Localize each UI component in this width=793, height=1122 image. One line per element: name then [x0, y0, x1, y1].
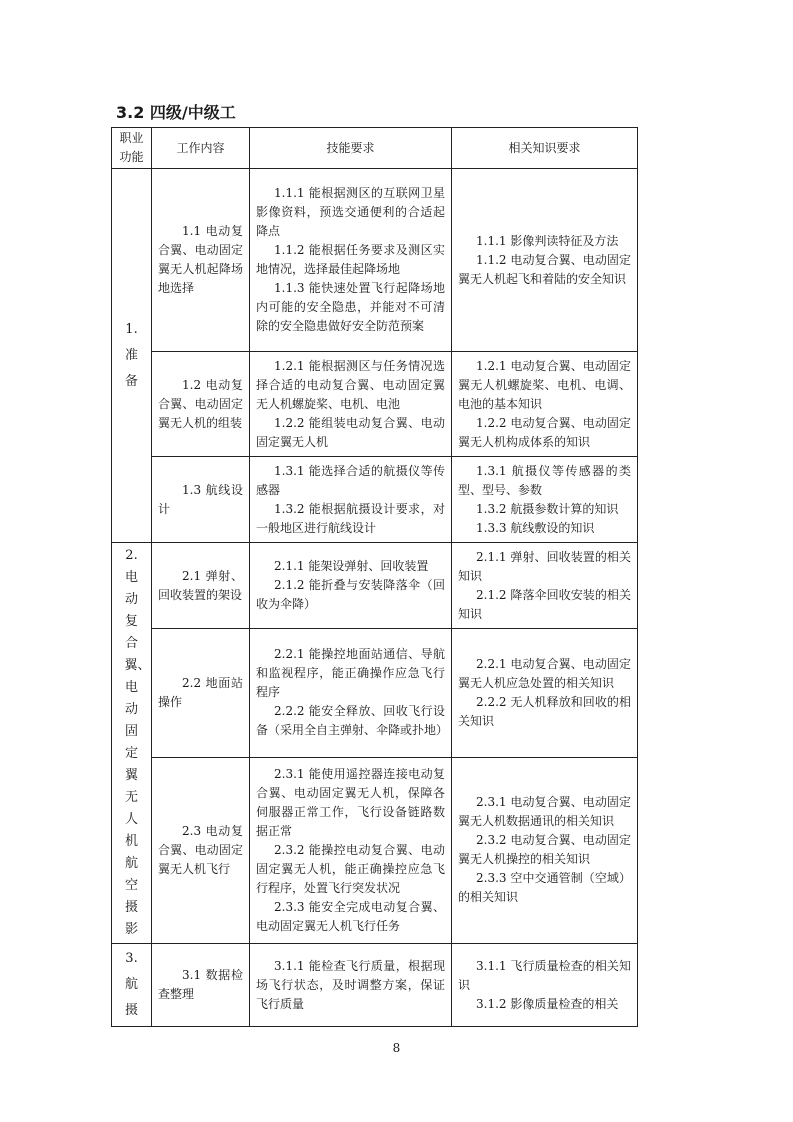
knowledge-item: 1.3.2 航摄参数计算的知识	[476, 501, 619, 516]
skill-item: 1.1.1 能根据测区的互联网卫星影像资料，预选交通便利的合适起降点	[256, 186, 445, 238]
header-skill-requirements: 技能要求	[250, 128, 452, 169]
function-cell	[112, 543, 152, 944]
knowledge-cell	[452, 169, 638, 352]
work-content-cell: 1.2 电动复合翼、电动固定翼无人机的组装	[152, 352, 250, 457]
knowledge-item: 2.2.1 电动复合翼、电动固定翼无人机应急处置的相关知识	[458, 656, 631, 690]
knowledge-item: 1.1.2 电动复合翼、电动固定翼无人机起飞和着陆的安全知识	[458, 252, 631, 286]
skills-table	[111, 127, 638, 1027]
function-label: 3.航摄	[124, 951, 138, 1018]
section-heading: 3.2 四级/中级工	[116, 103, 236, 122]
skill-item: 1.3.1 能选择合适的航摄仪等传感器	[256, 463, 445, 497]
skill-cell	[250, 543, 452, 629]
knowledge-item: 3.1.2 影像质量检查的相关	[476, 996, 619, 1011]
skill-item: 1.3.2 能根据航摄设计要求，对一般地区进行航线设计	[256, 501, 445, 535]
work-content-cell: 2.3 电动复合翼、电动固定翼无人机飞行	[152, 757, 250, 943]
work-content-cell: 2.2 地面站操作	[152, 629, 250, 757]
skill-item: 2.1.2 能折叠与安装降落伞（回收为伞降）	[256, 578, 445, 612]
table-row	[112, 352, 638, 457]
knowledge-item: 2.3.1 电动复合翼、电动固定翼无人机数据通讯的相关知识	[458, 795, 631, 829]
skill-cell	[250, 757, 452, 943]
knowledge-cell	[452, 543, 638, 629]
skill-cell	[250, 457, 452, 543]
work-content-cell: 3.1 数据检查整理	[152, 944, 250, 1027]
skill-item: 1.1.3 能快速处置飞行起降场地内可能的安全隐患，并能对不可清除的安全隐患做好安全防范预案	[256, 281, 445, 333]
skill-item: 2.3.3 能安全完成电动复合翼、电动固定翼无人机飞行任务	[256, 899, 445, 933]
header-knowledge-requirements: 相关知识要求	[452, 128, 638, 169]
skill-item: 3.1.1 能检查飞行质量，根据现场飞行状态，及时调整方案，保证飞行质量	[256, 958, 445, 1011]
header-function: 职业功能	[112, 128, 152, 169]
knowledge-cell	[452, 352, 638, 457]
knowledge-item: 1.2.2 电动复合翼、电动固定翼无人机构成体系的知识	[458, 415, 631, 449]
knowledge-cell	[452, 457, 638, 543]
knowledge-cell	[452, 629, 638, 757]
skill-cell	[250, 944, 452, 1027]
skill-cell	[250, 169, 452, 352]
page-number: 8	[392, 1041, 401, 1055]
skill-item: 2.2.1 能操控地面站通信、导航和监视程序，能正确操作应急飞行程序	[256, 647, 445, 700]
skill-item: 2.1.1 能架设弹射、回收装置	[274, 559, 429, 574]
work-content-cell: 2.1 弹射、回收装置的架设	[152, 543, 250, 629]
knowledge-item: 2.3.2 电动复合翼、电动固定翼无人机操控的相关知识	[458, 833, 631, 867]
table-row	[112, 169, 638, 352]
knowledge-item: 3.1.1 飞行质量检查的相关知识	[458, 958, 631, 992]
table-row	[112, 944, 638, 1027]
skill-item: 2.3.1 能使用遥控器连接电动复合翼、电动固定翼无人机，保障各伺服器正常工作，飞行设备链路数据正常	[256, 766, 445, 838]
knowledge-item: 2.1.1 弹射、回收装置的相关知识	[458, 549, 631, 583]
knowledge-cell	[452, 944, 638, 1027]
knowledge-item: 1.3.3 航线敷设的知识	[476, 520, 595, 535]
table-row	[112, 629, 638, 757]
knowledge-item: 2.3.3 空中交通管制（空域）的相关知识	[458, 871, 631, 905]
function-label: 1.准备	[124, 321, 138, 389]
knowledge-item: 2.1.2 降落伞回收安装的相关知识	[458, 587, 631, 621]
function-label: 2.电动复合翼、电动固定翼无人机航空摄影	[124, 548, 151, 937]
skill-item: 1.2.1 能根据测区与任务情况选择合适的电动复合翼、电动固定翼无人机螺旋桨、电机、电池	[256, 358, 445, 411]
knowledge-item: 2.2.2 无人机释放和回收的相关知识	[458, 694, 631, 728]
skill-cell	[250, 629, 452, 757]
table-row	[112, 457, 638, 543]
work-content-cell: 1.1 电动复合翼、电动固定翼无人机起降场地选择	[152, 169, 250, 352]
skill-item: 1.2.2 能组装电动复合翼、电动固定翼无人机	[256, 415, 445, 449]
knowledge-item: 1.3.1 航摄仪等传感器的类型、型号、参数	[458, 463, 631, 497]
skill-item: 1.1.2 能根据任务要求及测区实地情况，选择最佳起降场地	[256, 243, 445, 276]
knowledge-cell	[452, 757, 638, 943]
table-row	[112, 757, 638, 943]
skill-item: 2.3.2 能操控电动复合翼、电动固定翼无人机，能正确操控应急飞行程序，处置飞行突发状况	[256, 842, 445, 895]
function-cell	[112, 944, 152, 1027]
skill-cell	[250, 352, 452, 457]
skill-item: 2.2.2 能安全释放、回收飞行设备（采用全自主弹射、伞降或扑地）	[256, 704, 449, 738]
knowledge-item: 1.2.1 电动复合翼、电动固定翼无人机螺旋桨、电机、电调、电池的基本知识	[458, 358, 631, 411]
table-row	[112, 543, 638, 629]
function-cell	[112, 169, 152, 543]
table-header-row	[112, 128, 638, 169]
knowledge-item: 1.1.1 影像判读特征及方法	[476, 233, 619, 248]
header-work-content: 工作内容	[152, 128, 250, 169]
work-content-cell: 1.3 航线设计	[152, 457, 250, 543]
